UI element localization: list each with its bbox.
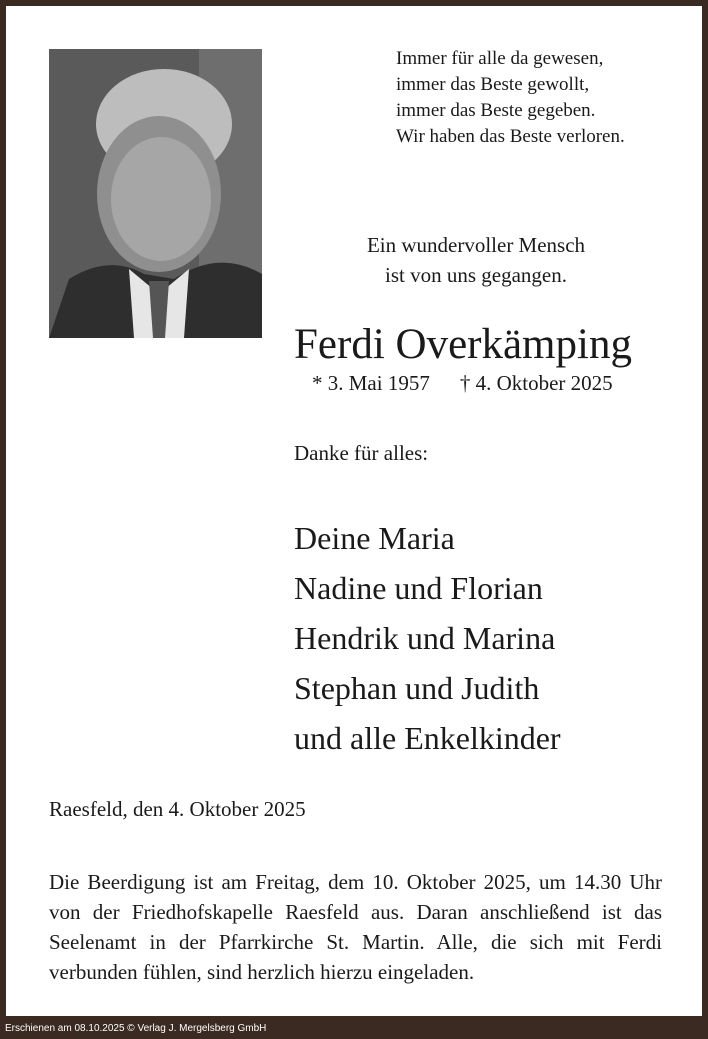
thanks-text: Danke für alles: xyxy=(294,441,429,465)
poem-line: immer das Beste gegeben. xyxy=(396,100,596,121)
life-dates xyxy=(312,370,613,396)
family-member: Nadine und Florian xyxy=(294,570,543,606)
obituary-card xyxy=(4,4,704,1018)
birth-date: * 3. Mai 1957 xyxy=(312,371,430,395)
family-member: Stephan und Judith xyxy=(294,670,540,706)
funeral-details: Die Beerdigung ist am Freitag, dem 10. Oktober 2025, um 14.30 Uhr von der Friedhofskapelle Raesfeld aus. Daran anschließend ist das Seelenamt in der Pfarrkirche St. Martin. Alle, die sich mit Ferdi verbunden fühlen, sind herzlich hierzu eingeladen. xyxy=(49,870,662,984)
family-list xyxy=(294,513,561,763)
poem-line: immer das Beste gewollt, xyxy=(396,74,590,95)
death-date: † 4. Oktober 2025 xyxy=(459,371,613,395)
place-date: Raesfeld, den 4. Oktober 2025 xyxy=(49,797,306,821)
poem xyxy=(396,46,625,150)
intro-line: ist von uns gegangen. xyxy=(385,263,567,287)
poem-line: Wir haben das Beste verloren. xyxy=(396,126,625,147)
portrait-photo xyxy=(49,49,262,338)
deceased-name: Ferdi Overkämping xyxy=(294,321,632,368)
poem-line: Immer für alle da gewesen, xyxy=(396,48,604,69)
family-member: Hendrik und Marina xyxy=(294,620,556,656)
intro-text xyxy=(266,230,686,290)
family-member: und alle Enkelkinder xyxy=(294,720,561,756)
intro-line: Ein wundervoller Mensch xyxy=(366,233,586,257)
family-member: Deine Maria xyxy=(294,520,455,556)
publication-footer: Erschienen am 08.10.2025 © Verlag J. Mergelsberg GmbH xyxy=(0,1019,708,1039)
